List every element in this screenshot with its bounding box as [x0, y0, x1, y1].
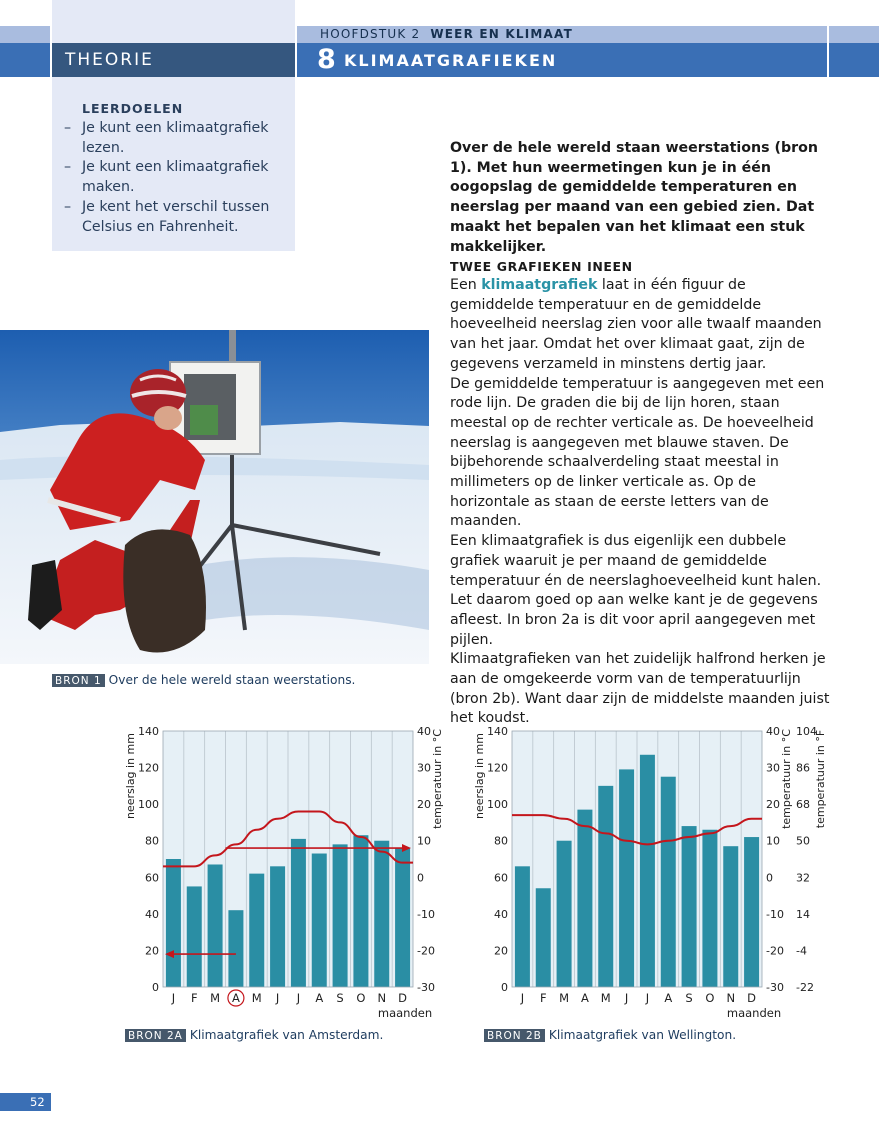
- source-tag: BRON 2B: [484, 1029, 545, 1042]
- axis-label-temperature: temperatuur in °C: [431, 729, 444, 829]
- paragraph: De gemiddelde temperatuur is aangegeven met een rode lijn. De graden die bij de lijn horen, staan meestal op de rechter verticale as. De hoeveelheid neerslag is aangegeven met blauwe staven. De bijbehorende schaalverdeling staat meestal in millimeters op de linker verticale as. Op de horizontale as staan de eerste letters van de maanden.: [450, 375, 825, 530]
- temp-tick-label: 40: [417, 725, 431, 738]
- fahrenheit-tick-label: 68: [796, 798, 810, 812]
- y-tick-label: 120: [487, 761, 508, 775]
- caption-text: Klimaatgrafiek van Amsterdam.: [189, 1028, 384, 1042]
- y-tick-label: 140: [138, 725, 159, 738]
- header-divider: [295, 26, 297, 77]
- precipitation-bar: [744, 837, 759, 987]
- temp-tick-label: -30: [417, 981, 435, 994]
- temp-tick-label: -20: [766, 944, 784, 958]
- precipitation-bar: [395, 848, 410, 987]
- climate-chart-amsterdam: [120, 722, 460, 1022]
- y-tick-label: 120: [138, 761, 159, 775]
- fahrenheit-tick-label: 14: [796, 907, 810, 921]
- month-label: J: [624, 991, 629, 1005]
- paragraph: Een klimaatgrafiek is dus eigenlijk een dubbele grafiek waaruit je per maand de gemiddelde temperatuur én de neerslaghoeveelheid kunt halen. Let daarom goed op aan welke kant je de gegevens afleest. In bron 2a is dit voor april aangegeven met pijlen.: [450, 533, 822, 648]
- goal-item: – Je kunt een klimaatgrafiek maken.: [64, 158, 279, 197]
- y-tick-label: 40: [145, 907, 159, 921]
- month-label: J: [645, 991, 650, 1005]
- precipitation-bar: [661, 777, 676, 987]
- goals-list: [64, 119, 279, 237]
- precipitation-bar: [619, 769, 634, 987]
- month-label: S: [685, 991, 693, 1005]
- precipitation-bar: [312, 854, 327, 987]
- month-label: A: [664, 991, 673, 1005]
- y-tick-label: 40: [494, 907, 508, 921]
- precipitation-bar: [640, 755, 655, 987]
- page-number: 52: [30, 1095, 45, 1109]
- climate-chart-wellington: [466, 722, 846, 1022]
- y-tick-label: 0: [152, 981, 159, 994]
- temp-tick-label: 10: [417, 834, 431, 848]
- goal-item: – Je kent het verschil tussen Celsius en Fahrenheit.: [64, 198, 279, 237]
- goals-heading: LEERDOELEN: [82, 101, 184, 116]
- temp-tick-label: -10: [766, 907, 784, 921]
- temp-tick-label: 20: [417, 798, 431, 812]
- temp-tick-label: 40: [766, 725, 780, 738]
- temp-tick-label: 30: [766, 761, 780, 775]
- chapter-prefix: HOOFDSTUK 2: [320, 27, 421, 41]
- subsection-heading: TWEE GRAFIEKEN INEEN: [450, 259, 633, 274]
- month-label: M: [559, 991, 570, 1005]
- month-label: A: [580, 991, 589, 1005]
- precipitation-bar: [270, 866, 285, 987]
- precipitation-bar: [702, 830, 717, 987]
- temp-tick-label: -20: [417, 944, 435, 958]
- axis-label-precipitation: neerslag in mm: [124, 733, 137, 819]
- precipitation-bar: [536, 888, 551, 987]
- goal-item: – Je kunt een klimaatgrafiek lezen.: [64, 119, 279, 158]
- precipitation-bar: [208, 864, 223, 987]
- temp-tick-label: -30: [766, 981, 784, 994]
- month-label: M: [210, 991, 221, 1005]
- month-label: O: [356, 991, 366, 1005]
- precipitation-bar: [291, 839, 306, 987]
- precipitation-bar: [353, 835, 368, 987]
- photo-caption: [52, 673, 355, 687]
- precipitation-bar: [515, 866, 530, 987]
- source-tag: BRON 2A: [125, 1029, 186, 1042]
- chart-caption: [125, 1028, 383, 1042]
- month-label: A: [231, 991, 240, 1005]
- y-tick-label: 80: [145, 834, 159, 848]
- month-label: J: [520, 991, 525, 1005]
- paragraph: Klimaatgrafieken van het zuidelijk halfrond herken je aan de omgekeerde vorm van de temperatuurlijn (bron 2b). Want daar zijn de middelste maanden juist het koudst.: [450, 651, 830, 727]
- temp-tick-label: 0: [417, 871, 424, 885]
- precipitation-bar: [374, 841, 389, 987]
- temp-tick-label: 30: [417, 761, 431, 775]
- month-label: J: [275, 991, 280, 1005]
- month-label: O: [705, 991, 715, 1005]
- source-tag: BRON 1: [52, 674, 105, 687]
- axis-label-precipitation: neerslag in mm: [473, 733, 486, 819]
- month-label: A: [315, 991, 324, 1005]
- caption-text: Klimaatgrafiek van Wellington.: [548, 1028, 737, 1042]
- body-text: [450, 276, 832, 729]
- month-label: S: [336, 991, 344, 1005]
- precipitation-bar: [577, 810, 592, 987]
- month-label: J: [296, 991, 301, 1005]
- fahrenheit-tick-label: -22: [796, 981, 814, 994]
- fahrenheit-tick-label: -4: [796, 944, 807, 958]
- precipitation-bar: [723, 846, 738, 987]
- y-tick-label: 60: [494, 871, 508, 885]
- header-divider: [827, 26, 829, 77]
- chapter-line: [320, 27, 573, 41]
- month-label: D: [747, 991, 757, 1005]
- fahrenheit-tick-label: 86: [796, 761, 810, 775]
- fahrenheit-tick-label: 50: [796, 834, 810, 848]
- precipitation-bar: [598, 786, 613, 987]
- precipitation-bar: [228, 910, 243, 987]
- month-label: J: [171, 991, 176, 1005]
- section-title: KLIMAATGRAFIEKEN: [344, 51, 558, 70]
- axis-label-fahrenheit: temperatuur in °F: [814, 729, 827, 829]
- month-label: D: [398, 991, 408, 1005]
- y-tick-label: 80: [494, 834, 508, 848]
- theory-label: THEORIE: [65, 50, 154, 70]
- section-number: 8: [317, 44, 336, 75]
- precipitation-bar: [249, 874, 264, 987]
- y-tick-label: 100: [138, 798, 159, 812]
- x-axis-label: maanden: [377, 1006, 433, 1020]
- precipitation-bar: [682, 826, 697, 987]
- precipitation-bar: [166, 859, 181, 987]
- weather-station-photo: [0, 330, 429, 664]
- precipitation-bar: [557, 841, 572, 987]
- chapter-name: WEER EN KLIMAAT: [430, 27, 573, 41]
- y-tick-label: 20: [145, 944, 159, 958]
- month-label: M: [600, 991, 611, 1005]
- month-label: N: [726, 991, 736, 1005]
- y-tick-label: 140: [487, 725, 508, 738]
- temp-tick-label: 20: [766, 798, 780, 812]
- precipitation-bar: [187, 886, 202, 987]
- y-tick-label: 100: [487, 798, 508, 812]
- y-tick-label: 0: [501, 981, 508, 994]
- month-label: F: [539, 991, 547, 1005]
- chart-caption: [484, 1028, 736, 1042]
- paragraph: Een klimaatgrafiek laat in één figuur de gemiddelde temperatuur en de gemiddelde hoeveelheid neerslag zien voor alle twaalf maanden van het jaar. Omdat het over klimaat gaat, zijn de gegevens verzameld in minstens dertig jaar.: [450, 277, 822, 372]
- y-tick-label: 20: [494, 944, 508, 958]
- x-axis-label: maanden: [726, 1006, 782, 1020]
- month-label: M: [251, 991, 262, 1005]
- fahrenheit-tick-label: 32: [796, 871, 810, 885]
- axis-label-temperature: temperatuur in °C: [780, 729, 793, 829]
- caption-text: Over de hele wereld staan weerstations.: [108, 673, 356, 687]
- y-tick-label: 60: [145, 871, 159, 885]
- month-label: N: [377, 991, 387, 1005]
- month-label: F: [190, 991, 198, 1005]
- fahrenheit-tick-label: 104: [796, 725, 817, 738]
- key-term: klimaatgrafiek: [481, 277, 598, 293]
- temp-tick-label: 10: [766, 834, 780, 848]
- precipitation-bar: [333, 844, 348, 987]
- temp-tick-label: -10: [417, 907, 435, 921]
- header-divider: [50, 26, 52, 77]
- temp-tick-label: 0: [766, 871, 773, 885]
- intro-paragraph: Over de hele wereld staan weerstations (bron 1). Met hun weermetingen kun je in één oogopslag de gemiddelde temperaturen en neerslag per maand van een gebied zien. Dat maakt het bepalen van het klimaat een stuk makkelijker.: [450, 140, 818, 255]
